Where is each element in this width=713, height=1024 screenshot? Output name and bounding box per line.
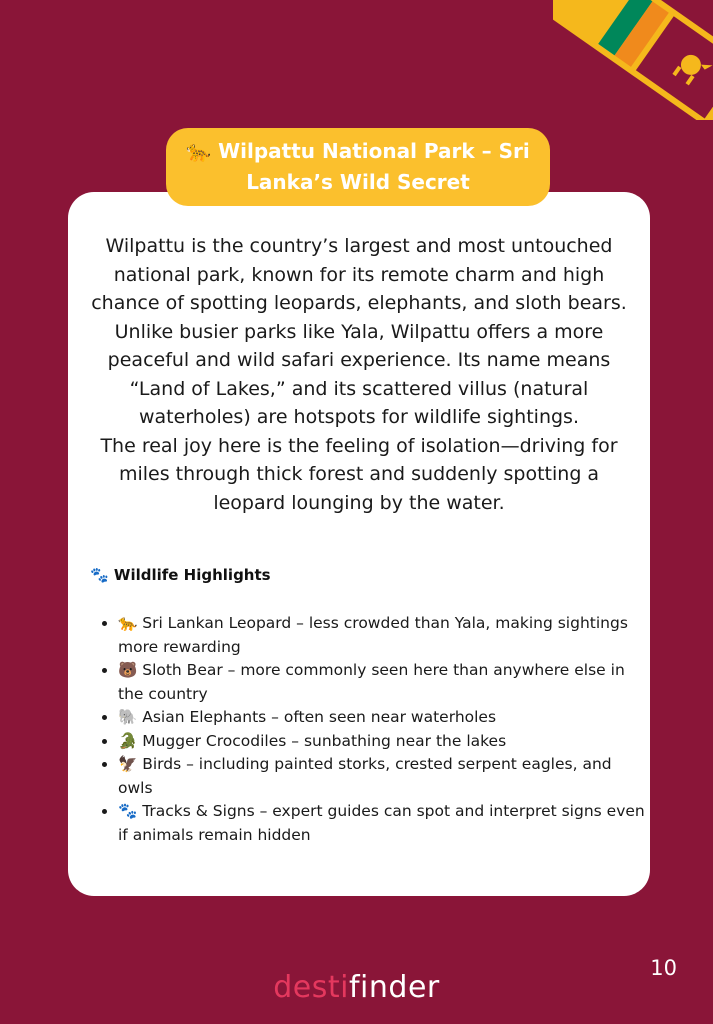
title-banner (166, 128, 550, 206)
logo-part-1: desti (273, 970, 349, 1005)
lion-icon (659, 36, 713, 97)
content-card (68, 192, 650, 896)
list-item: • 🐻 Sloth Bear – more commonly seen here than anywhere else in the country (118, 659, 648, 706)
list-item: • 🐾 Tracks & Signs – expert guides can spot and interpret signs even if animals remain hidden (118, 800, 648, 847)
list-item: • 🦅 Birds – including painted storks, crested serpent eagles, and owls (118, 753, 648, 800)
list-item: • 🐊 Mugger Crocodiles – sunbathing near the lakes (118, 730, 648, 754)
intro-paragraph-2: The real joy here is the feeling of isolation—driving for miles through thick forest and suddenly spotting a leopard lounging by the water. (100, 434, 618, 514)
list-item: • 🐘 Asian Elephants – often seen near waterholes (118, 706, 648, 730)
highlights-heading: 🐾 Wildlife Highlights (90, 566, 271, 584)
page-number: 10 (650, 956, 677, 980)
brand-logo (0, 970, 713, 1005)
page-title: 🐆 Wilpattu National Park – Sri Lanka’s Wild Secret (186, 139, 530, 194)
intro-text (90, 232, 628, 517)
list-item: • 🐆 Sri Lankan Leopard – less crowded than Yala, making sightings more rewarding (118, 612, 648, 659)
sri-lanka-flag-icon (553, 0, 713, 120)
intro-paragraph-1: Wilpattu is the country’s largest and most untouched national park, known for its remote charm and high chance of spotting leopards, elephants, and sloth bears. Unlike busier parks like Yala, Wilpattu offers a more peaceful and wild safari experience. Its name means “Land of Lakes,” and its scattered villus (natural waterholes) are hotspots for wildlife sightings. (91, 235, 627, 428)
highlights-list (90, 612, 648, 847)
logo-part-2: finder (348, 970, 440, 1005)
